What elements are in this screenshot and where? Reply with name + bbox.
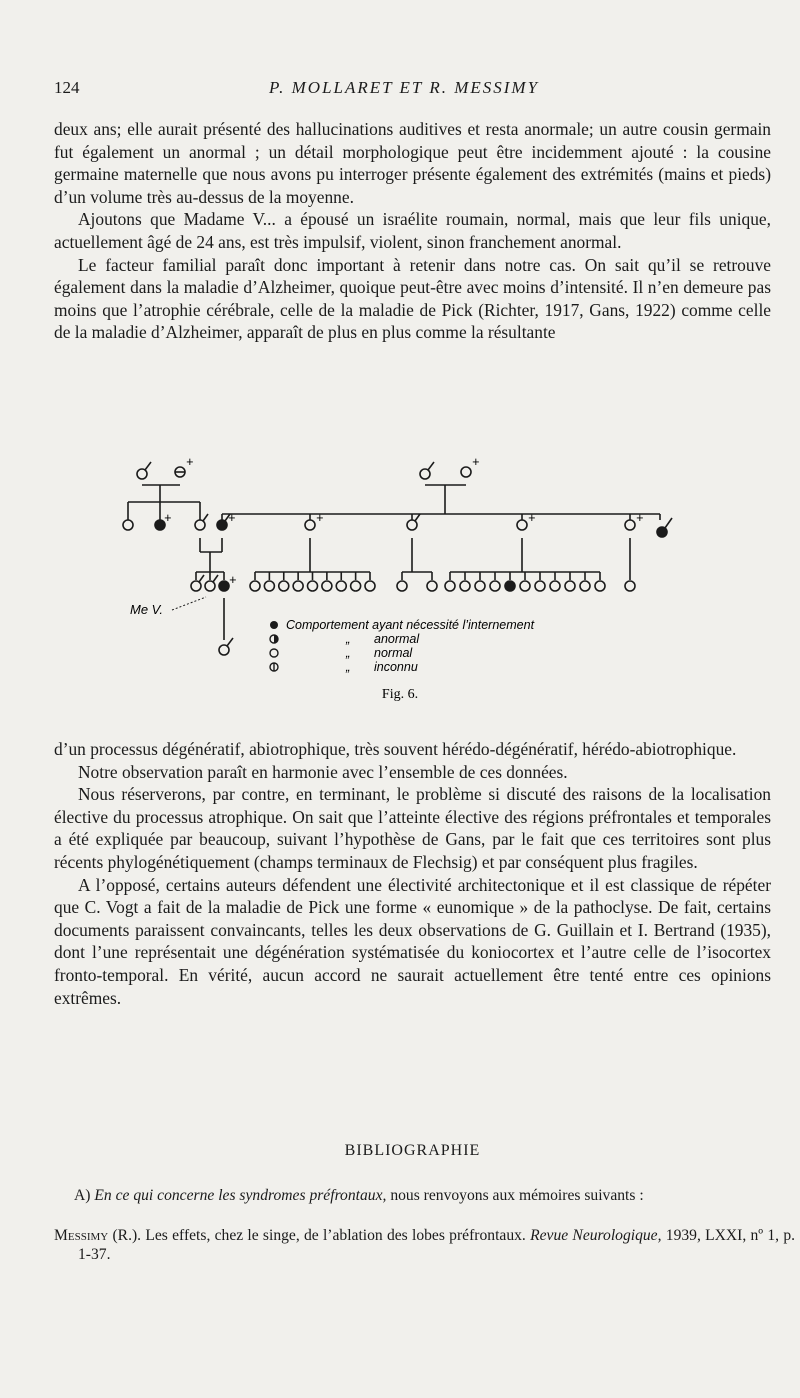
pedigree-person: [336, 581, 346, 591]
note-topic: En ce qui concerne les syndromes préfrontaux,: [94, 1187, 387, 1204]
paragraph: Ajoutons que Madame V... a épousé un israélite roumain, normal, mais que leur fils unique, actuellement âgé de 24 ans, est très impulsif, violent, sinon franchement anormal.: [54, 209, 771, 252]
legend: [270, 618, 535, 674]
pedigree-person: [475, 581, 485, 591]
pedigree-person: [445, 581, 455, 591]
pedigree-person: [322, 581, 332, 591]
deceased-mark: +: [186, 455, 194, 469]
deceased-mark: +: [229, 573, 237, 587]
figure-caption: Fig. 6.: [381, 687, 419, 702]
legend-ditto: „: [346, 646, 351, 660]
legend-label: normal: [374, 646, 413, 660]
pedigree-person: [595, 581, 605, 591]
pedigree-person: [460, 581, 470, 591]
running-header: [54, 78, 754, 102]
pedigree-person: [550, 581, 560, 591]
pedigree-diagram: [100, 452, 700, 717]
ref-title: Les effets, chez le singe, de l’ablation des lobes préfrontaux.: [145, 1227, 526, 1244]
pedigree-person: [308, 581, 318, 591]
pedigree-person: [565, 581, 575, 591]
bibliography-heading: BIBLIOGRAPHIE: [344, 1142, 481, 1159]
legend-label: inconnu: [374, 660, 418, 674]
deceased-mark: +: [316, 511, 324, 525]
pedigree-person: [365, 581, 375, 591]
paragraph: d’un processus dégénératif, abiotrophique, très souvent hérédo-dégénératif, hérédo-abiotrophique.: [54, 739, 737, 759]
note-text: nous renvoyons aux mémoires suivants :: [390, 1187, 644, 1204]
deceased-mark: +: [472, 455, 480, 469]
paragraph: deux ans; elle aurait présenté des hallucinations auditives et resta anormale; un autre cousin germain fut également un anormal ; un détail morphologique peut être incidemment ajouté : la cousine germaine maternelle que nous avons pu interroger présente également des extrémités (mains et pieds) d’un volume très au-dessus de la moyenne.: [54, 119, 771, 207]
pedigree-person: [490, 581, 500, 591]
body-text-bottom: [54, 738, 771, 1009]
paragraph: A l’opposé, certains auteurs défendent une électivité architectonique et il est classique de répéter que C. Vogt a fait de la maladie de Pick une forme « eunomique » de la pathoclyse. De fait, certains documents paraissent convaincants, telles les deux observations de G. Guillain et I. Bertrand (1935), dont l’une représentait une dégénération systématisée du koniocortex et l’autre celle de l’isocortex fronto-temporal. En vérité, aucun accord ne saurait actuellement être tenté entre ces opinions extrêmes.: [54, 874, 771, 1008]
ref-initial: (R.).: [112, 1227, 142, 1244]
paragraph: Nous réserverons, par contre, en terminant, le problème si discuté des raisons de la localisation élective du processus atrophique. On sait que l’atteinte élective des régions préfrontales et temporales a été expliquée par beaucoup, suivant l’hypothèse de Gans, par le fait que ces territoires sont plus récents phylogénétiquement (champs terminaux de Flechsig) et par conséquent plus fragiles.: [54, 784, 771, 872]
pedigree-person: [535, 581, 545, 591]
running-title-authors: P. MOLLARET ET R. MESSIMY: [268, 78, 540, 97]
normal-symbol-icon: [270, 649, 278, 657]
ref-details: 1939, LXXI, nº 1, p. 1-37.: [78, 1227, 796, 1263]
pedigree-person: [250, 581, 260, 591]
internment-symbol-icon: [270, 621, 278, 629]
pedigree-person: [580, 581, 590, 591]
pedigree-figure: [100, 452, 700, 717]
ref-author: Messimy: [54, 1227, 109, 1244]
legend-label: anormal: [374, 632, 420, 646]
pedigree-person: [293, 581, 303, 591]
pedigree-person: [427, 581, 437, 591]
pedigree-person: [279, 581, 289, 591]
legend-label: Comportement ayant nécessité l’internement: [286, 618, 535, 632]
legend-ditto: „: [346, 660, 351, 674]
deceased-mark: +: [636, 511, 644, 525]
pedigree-person: [505, 581, 515, 591]
paragraph: Le facteur familial paraît donc important à retenir dans notre cas. On sait qu’il se retrouve également dans la maladie d’Alzheimer, quoique peut-être avec moins d’intensité. Il n’en demeure pas moins que l’atrophie cérébrale, celle de la maladie de Pick (Richter, 1917, Gans, 1922) comme celle de la maladie d’Alzheimer, apparaît de plus en plus comme la résultante: [54, 254, 771, 343]
ref-journal: Revue Neurologique,: [530, 1227, 662, 1244]
legend-ditto: „: [346, 632, 351, 646]
paragraph: Notre observation paraît en harmonie avec l’ensemble de ces données.: [78, 761, 568, 782]
patient-label: Me V.: [130, 602, 163, 617]
deceased-mark: +: [164, 511, 172, 525]
pedigree-person: [520, 581, 530, 591]
pedigree-person: [264, 581, 274, 591]
body-text-top: [54, 118, 771, 344]
bibliography-entry: [54, 1226, 795, 1264]
deceased-mark: +: [528, 511, 536, 525]
page-number: 124: [54, 78, 80, 97]
note-prefix: A): [74, 1187, 91, 1204]
pedigree-person: [351, 581, 361, 591]
pedigree-person: [625, 581, 635, 591]
deceased-mark: +: [228, 511, 236, 525]
pedigree-person: [397, 581, 407, 591]
bibliography-note: [54, 1186, 771, 1205]
